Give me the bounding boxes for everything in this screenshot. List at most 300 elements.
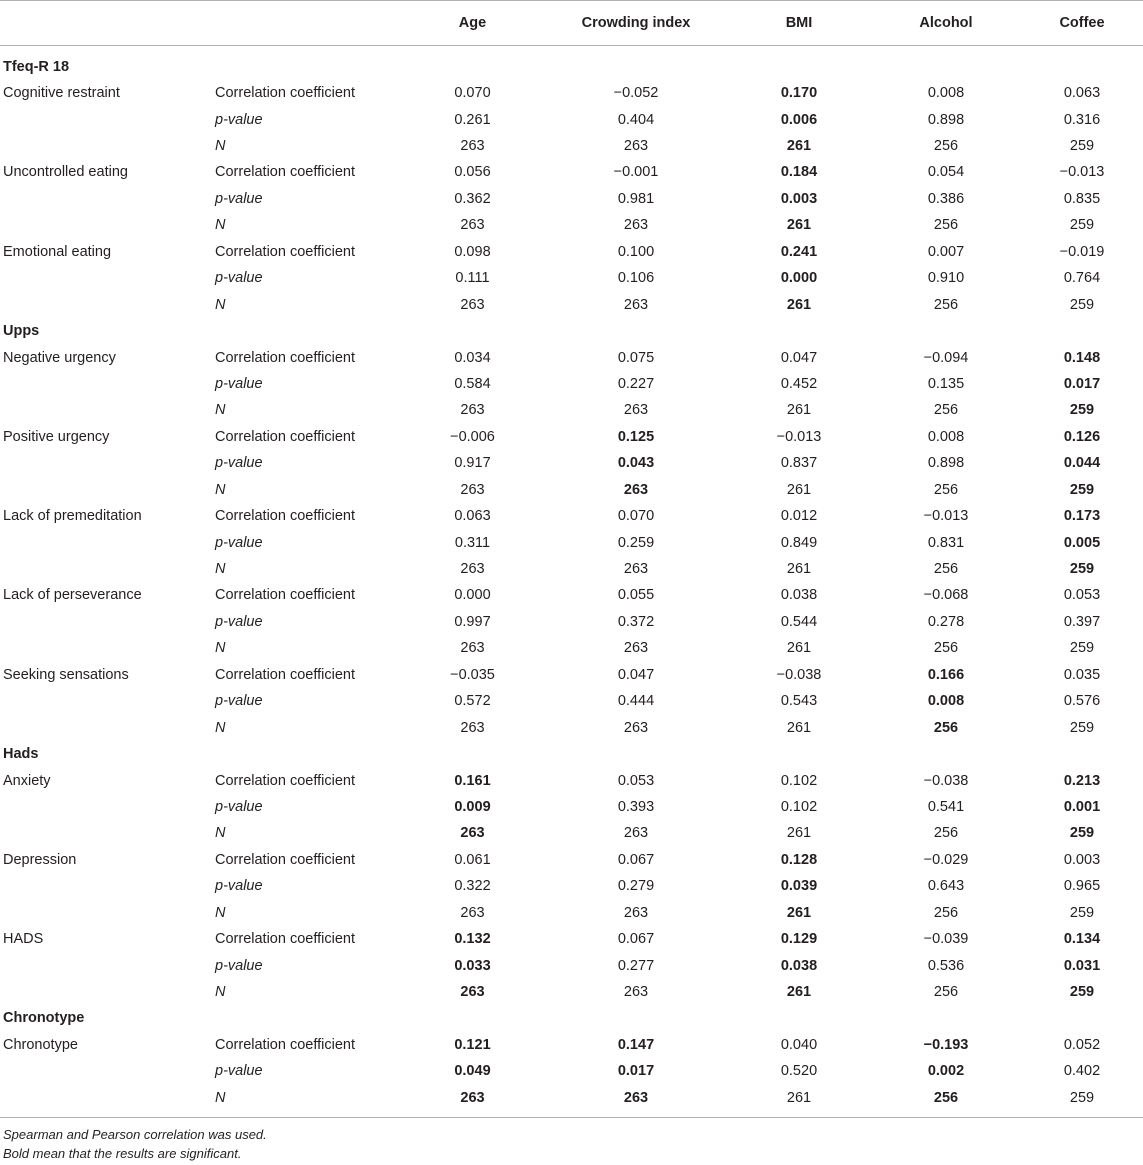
alcohol-cell: 0.002 [927,1063,965,1080]
alcohol-cell: 0.898 [927,455,965,472]
coffee-cell: 0.003 [1063,851,1101,868]
statistic-label: Correlation coefficient [215,666,355,683]
age-cell: 263 [460,719,485,736]
variable-label [0,133,210,159]
bmi-cell: 261 [786,138,812,155]
table-row [0,582,1143,608]
crowding-index-cell: 0.227 [617,375,655,392]
table-header [0,1,1143,54]
bmi-cell: 0.012 [780,508,818,525]
group-row [0,54,1143,80]
statistic-label: p-value [215,111,263,128]
alcohol-cell: −0.029 [923,851,969,868]
age-cell: 263 [460,825,485,842]
age-cell: 263 [460,296,485,313]
crowding-index-cell: 0.075 [617,349,655,366]
age-cell: 0.063 [454,508,491,525]
group-label: Upps [3,323,40,340]
group-row [0,1005,1143,1031]
group-label: Tfeq-R 18 [3,58,70,75]
coffee-cell: 0.134 [1063,931,1101,948]
bmi-cell: 0.170 [780,85,818,102]
bmi-cell: −0.013 [776,428,822,445]
bmi-cell: 0.241 [780,243,818,260]
coffee-cell: 0.053 [1063,587,1101,604]
alcohol-cell: 256 [933,481,959,498]
crowding-index-cell: 0.055 [617,587,655,604]
crowding-index-cell: 263 [623,138,649,155]
crowding-index-cell: 263 [623,402,649,419]
alcohol-cell: 0.541 [927,798,965,815]
statistic-label: p-value [215,613,263,630]
bmi-cell: 261 [786,217,812,234]
coffee-cell: 259 [1069,719,1095,736]
alcohol-cell: 256 [933,640,959,657]
variable-label: Anxiety [3,772,51,789]
alcohol-cell: 256 [933,984,959,1001]
table-row [0,212,1143,238]
coffee-cell: 259 [1069,138,1095,155]
coffee-cell: −0.013 [1059,164,1105,181]
alcohol-cell: 256 [933,217,959,234]
age-cell: 0.161 [454,772,491,789]
table-row [0,133,1143,159]
statistic-label: Correlation coefficient [215,164,355,181]
age-cell: 0.572 [454,693,491,710]
coffee-cell: 0.052 [1063,1036,1101,1053]
bmi-cell: 0.452 [780,375,818,392]
coffee-cell: 0.576 [1063,693,1101,710]
crowding-index-cell: 0.393 [617,798,655,815]
table-row [0,371,1143,397]
bmi-cell: 0.038 [780,587,818,604]
bmi-cell: 0.543 [780,693,818,710]
age-cell: 263 [460,640,485,657]
bmi-cell: 0.047 [780,349,818,366]
alcohol-cell: 0.643 [927,878,965,895]
bmi-cell: 261 [786,402,812,419]
coffee-cell: −0.019 [1059,243,1105,260]
statistic-label: N [215,217,226,234]
age-cell: 0.061 [454,851,491,868]
bmi-cell: 261 [786,984,812,1001]
crowding-index-cell: −0.001 [613,164,659,181]
crowding-index-cell: 263 [623,984,649,1001]
table-row [0,239,1143,265]
coffee-cell: 0.397 [1063,613,1101,630]
table-row [0,106,1143,132]
crowding-index-cell: 0.017 [617,1063,655,1080]
coffee-cell: 259 [1069,296,1095,313]
bmi-cell: 0.006 [780,111,818,128]
statistic-label: N [215,138,226,155]
age-cell: 0.034 [454,349,491,366]
bmi-cell: 0.039 [780,878,818,895]
statistic-label: Correlation coefficient [215,587,355,604]
bmi-cell: 0.128 [780,851,818,868]
alcohol-cell: 256 [933,402,959,419]
group-label: Chronotype [3,1010,85,1027]
variable-label: Cognitive restraint [3,85,120,102]
alcohol-cell: 0.054 [927,164,965,181]
variable-label: Negative urgency [3,349,116,366]
age-cell: 0.070 [454,85,491,102]
coffee-cell: 259 [1069,1089,1095,1106]
alcohol-cell: 0.898 [927,111,965,128]
crowding-index-cell: 0.277 [617,957,655,974]
crowding-index-cell: 263 [623,904,649,921]
table-row [0,186,1143,212]
table-row [0,344,1143,370]
alcohol-cell: 0.278 [927,613,965,630]
coffee-cell: 0.965 [1063,878,1101,895]
crowding-index-cell: 0.259 [617,534,655,551]
statistic-label: N [215,719,226,736]
age-cell: 263 [460,402,485,419]
table-row [0,556,1143,582]
alcohol-cell: 256 [933,138,959,155]
age-cell: 0.121 [454,1036,491,1053]
age-cell: 0.132 [454,931,491,948]
age-cell: 0.098 [454,243,491,260]
age-cell: 263 [460,984,485,1001]
bmi-cell: 261 [786,296,812,313]
alcohol-cell: −0.013 [923,508,969,525]
coffee-cell: 0.148 [1063,349,1101,366]
table-row [0,873,1143,899]
table-row [0,291,1143,317]
alcohol-cell: 0.007 [927,243,965,260]
variable-label [0,873,210,899]
alcohol-cell: 0.008 [927,428,965,445]
table-row [0,1032,1143,1058]
variable-label [0,529,210,555]
crowding-index-cell: 0.125 [617,428,655,445]
statistic-label: N [215,640,226,657]
alcohol-cell: 256 [933,719,959,736]
statistic-label: N [215,984,226,1001]
statistic-label: p-value [215,190,263,207]
header-blank-statistic [210,1,400,46]
crowding-index-cell: 0.053 [617,772,655,789]
crowding-index-cell: 263 [623,217,649,234]
coffee-cell: 0.173 [1063,508,1101,525]
coffee-cell: 0.005 [1063,534,1101,551]
statistic-label: Correlation coefficient [215,931,355,948]
coffee-cell: 0.063 [1063,85,1101,102]
alcohol-cell: 0.910 [927,270,965,287]
variable-label: Depression [3,851,77,868]
alcohol-cell: 0.536 [927,957,965,974]
coffee-cell: 0.031 [1063,957,1101,974]
coffee-cell: 259 [1069,825,1095,842]
alcohol-cell: 256 [933,904,959,921]
statistic-label: p-value [215,798,263,815]
group-label: Hads [3,746,39,763]
variable-label [0,1085,210,1111]
statistic-label: Correlation coefficient [215,772,355,789]
crowding-index-cell: 0.070 [617,508,655,525]
bmi-cell: 261 [786,561,812,578]
crowding-index-cell: 0.372 [617,613,655,630]
crowding-index-cell: 263 [623,719,649,736]
age-cell: 0.111 [455,270,490,287]
age-cell: 263 [460,481,485,498]
variable-label [0,212,210,238]
table-row [0,159,1143,185]
header-bmi: BMI [727,1,871,46]
bmi-cell: 261 [786,640,812,657]
coffee-cell: 259 [1069,561,1095,578]
statistic-label: N [215,1089,226,1106]
variable-label [0,186,210,212]
alcohol-cell: −0.094 [923,349,969,366]
table-row [0,900,1143,926]
age-cell: 263 [460,904,485,921]
variable-label [0,952,210,978]
age-cell: −0.006 [450,428,495,445]
group-row [0,318,1143,344]
crowding-index-cell: 0.279 [617,878,655,895]
coffee-cell: 259 [1069,481,1095,498]
statistic-label: Correlation coefficient [215,243,355,260]
bmi-cell: 0.129 [780,931,818,948]
bmi-cell: 0.849 [780,534,818,551]
bmi-cell: 0.000 [780,270,818,287]
alcohol-cell: −0.038 [923,772,969,789]
coffee-cell: 259 [1069,904,1095,921]
variable-label [0,635,210,661]
variable-label [0,714,210,740]
crowding-index-cell: 0.106 [617,270,655,287]
coffee-cell: 0.035 [1063,666,1101,683]
alcohol-cell: 0.008 [927,85,965,102]
statistic-label: p-value [215,534,263,551]
group-row [0,741,1143,767]
crowding-index-cell: 263 [623,561,649,578]
table-row [0,477,1143,503]
crowding-index-cell: 263 [623,296,649,313]
age-cell: 0.997 [454,613,491,630]
table-body [0,54,1143,1112]
alcohol-cell: −0.039 [923,931,969,948]
coffee-cell: 0.044 [1063,455,1101,472]
statistic-label: Correlation coefficient [215,85,355,102]
bmi-cell: 0.040 [780,1036,818,1053]
age-cell: 0.000 [454,587,491,604]
variable-label: Positive urgency [3,428,110,445]
statistic-label: N [215,296,226,313]
bmi-cell: 0.102 [780,798,818,815]
variable-label: Uncontrolled eating [3,164,128,181]
statistic-label: p-value [215,455,263,472]
age-cell: 263 [460,138,485,155]
table-row [0,609,1143,635]
header-age: Age [400,1,545,46]
age-cell: 263 [460,561,485,578]
alcohol-cell: 0.008 [927,693,965,710]
bmi-cell: 261 [786,825,812,842]
bmi-cell: 0.544 [780,613,818,630]
variable-label [0,477,210,503]
statistic-label: Correlation coefficient [215,851,355,868]
crowding-index-cell: 0.981 [617,190,655,207]
table-row [0,714,1143,740]
statistic-label: N [215,481,226,498]
table-row [0,265,1143,291]
table-bottom-rule [0,1117,1143,1118]
bmi-cell: 261 [786,719,812,736]
age-cell: 263 [460,217,485,234]
variable-label [0,688,210,714]
variable-label: Lack of premeditation [3,508,142,525]
variable-label [0,794,210,820]
statistic-label: p-value [215,270,263,287]
header-coffee: Coffee [1021,1,1143,46]
age-cell: 0.261 [454,111,491,128]
alcohol-cell: 256 [933,825,959,842]
variable-label [0,265,210,291]
coffee-cell: 259 [1069,217,1095,234]
table-row [0,397,1143,423]
crowding-index-cell: 0.067 [617,851,655,868]
statistic-label: Correlation coefficient [215,1036,355,1053]
statistic-label: p-value [215,878,263,895]
coffee-cell: 259 [1069,402,1095,419]
bmi-cell: 261 [786,1089,812,1106]
age-cell: 263 [460,1089,485,1106]
coffee-cell: 259 [1069,984,1095,1001]
table-row [0,450,1143,476]
table-row [0,424,1143,450]
variable-label [0,820,210,846]
crowding-index-cell: 263 [623,825,649,842]
statistic-label: Correlation coefficient [215,508,355,525]
statistic-label: p-value [215,957,263,974]
statistic-label: p-value [215,375,263,392]
age-cell: 0.311 [454,534,491,551]
table-row [0,952,1143,978]
bmi-cell: 0.003 [780,190,818,207]
coffee-cell: 0.017 [1063,375,1101,392]
bmi-cell: 261 [786,904,812,921]
variable-label [0,450,210,476]
bmi-cell: 0.184 [780,164,818,181]
statistic-label: N [215,402,226,419]
age-cell: 0.362 [454,190,491,207]
alcohol-cell: 256 [933,561,959,578]
variable-label: Lack of perseverance [3,587,142,604]
alcohol-cell: 0.135 [927,375,965,392]
bmi-cell: 0.837 [780,455,818,472]
variable-label [0,291,210,317]
table-row [0,688,1143,714]
statistic-label: N [215,561,226,578]
footnote-significance: Bold mean that the results are significant. [3,1146,242,1161]
table-row [0,767,1143,793]
coffee-cell: 0.316 [1063,111,1101,128]
variable-label [0,1058,210,1084]
crowding-index-cell: 263 [623,481,649,498]
coffee-cell: 0.764 [1063,270,1101,287]
table-row [0,979,1143,1005]
statistic-label: p-value [215,1063,263,1080]
variable-label [0,556,210,582]
table-row [0,794,1143,820]
age-cell: 0.322 [454,878,491,895]
statistic-label: N [215,904,226,921]
alcohol-cell: 256 [933,1089,959,1106]
alcohol-cell: 0.831 [927,534,965,551]
coffee-cell: 0.835 [1063,190,1101,207]
crowding-index-cell: 0.147 [617,1036,655,1053]
variable-label [0,397,210,423]
statistic-label: Correlation coefficient [215,349,355,366]
variable-label [0,979,210,1005]
table-row [0,847,1143,873]
crowding-index-cell: 0.047 [617,666,655,683]
age-cell: 0.917 [454,455,491,472]
table-row [0,503,1143,529]
variable-label [0,371,210,397]
crowding-index-cell: 0.100 [617,243,655,260]
age-cell: −0.035 [450,666,495,683]
table-row [0,635,1143,661]
age-cell: 0.033 [454,957,491,974]
header-blank-variable [0,1,210,46]
variable-label: Seeking sensations [3,666,129,683]
alcohol-cell: −0.068 [923,587,969,604]
bmi-cell: 0.102 [780,772,818,789]
coffee-cell: 259 [1069,640,1095,657]
variable-label: Emotional eating [3,243,112,260]
table-row [0,926,1143,952]
crowding-index-cell: 263 [623,1089,649,1106]
table-row [0,662,1143,688]
coffee-cell: 0.402 [1063,1063,1101,1080]
table-row [0,529,1143,555]
alcohol-cell: 256 [933,296,959,313]
coffee-cell: 0.213 [1063,772,1101,789]
crowding-index-cell: 0.404 [617,111,655,128]
crowding-index-cell: 0.444 [617,693,655,710]
age-cell: 0.049 [454,1063,491,1080]
header-alcohol: Alcohol [871,1,1021,46]
table-row [0,1058,1143,1084]
alcohol-cell: −0.193 [923,1036,969,1053]
crowding-index-cell: −0.052 [613,85,659,102]
header-crowding-index: Crowding index [545,1,727,46]
table-row [0,80,1143,106]
age-cell: 0.584 [454,375,491,392]
variable-label [0,900,210,926]
age-cell: 0.056 [454,164,491,181]
bmi-cell: 0.038 [780,957,818,974]
variable-label [0,609,210,635]
statistic-label: Correlation coefficient [215,428,355,445]
crowding-index-cell: 263 [623,640,649,657]
coffee-cell: 0.001 [1063,798,1101,815]
table-row [0,820,1143,846]
bmi-cell: 0.520 [780,1063,818,1080]
statistic-label: p-value [215,693,263,710]
variable-label: HADS [3,931,44,948]
bmi-cell: −0.038 [776,666,822,683]
coffee-cell: 0.126 [1063,428,1101,445]
crowding-index-cell: 0.067 [617,931,655,948]
alcohol-cell: 0.386 [927,190,965,207]
variable-label: Chronotype [3,1036,78,1053]
